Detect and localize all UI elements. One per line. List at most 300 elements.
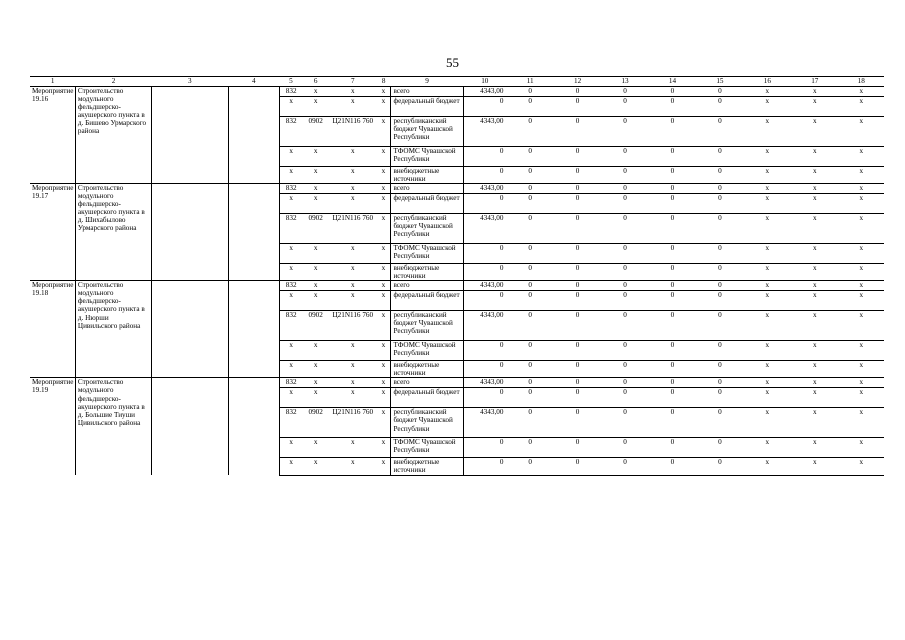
column-11-cell: 0 <box>506 291 553 311</box>
column-11-cell: 0 <box>506 214 553 244</box>
column-6-cell: x <box>302 388 329 408</box>
column-5-cell: x <box>280 291 303 311</box>
column-14-cell: 0 <box>649 117 696 147</box>
column-8-cell: x <box>377 311 391 341</box>
column-12-cell: 0 <box>554 438 601 458</box>
column-7-cell: Ц21N116 760 <box>329 311 376 341</box>
column-12-cell: 0 <box>554 291 601 311</box>
column-17-cell: x <box>791 361 838 378</box>
column-5-cell: 832 <box>280 378 303 388</box>
column-15-cell: 0 <box>696 458 743 475</box>
column-7-cell: x <box>329 167 376 184</box>
column-15-cell: 0 <box>696 214 743 244</box>
column-12-cell: 0 <box>554 184 601 194</box>
funding-source-cell: ТФОМС Чувашской Республики <box>391 147 463 167</box>
column-12-cell: 0 <box>554 97 601 117</box>
column-13-cell: 0 <box>601 291 648 311</box>
column-12-cell: 0 <box>554 117 601 147</box>
column-13-cell: 0 <box>601 438 648 458</box>
column-17-cell: x <box>791 438 838 458</box>
column-15-cell: 0 <box>696 264 743 281</box>
column-16-cell: x <box>744 167 791 184</box>
column-number-9: 9 <box>391 77 463 87</box>
column-5-cell: x <box>280 458 303 475</box>
column-17-cell: x <box>791 378 838 388</box>
column-5-cell: 832 <box>280 281 303 291</box>
column-7-cell: x <box>329 184 376 194</box>
column-10-cell: 0 <box>463 361 506 378</box>
column-3-empty-cell <box>152 281 228 378</box>
column-11-cell: 0 <box>506 87 553 97</box>
column-15-cell: 0 <box>696 378 743 388</box>
column-number-2: 2 <box>75 77 151 87</box>
column-11-cell: 0 <box>506 244 553 264</box>
column-10-cell: 4343,00 <box>463 281 506 291</box>
column-14-cell: 0 <box>649 264 696 281</box>
column-number-1: 1 <box>30 77 75 87</box>
column-11-cell: 0 <box>506 184 553 194</box>
column-13-cell: 0 <box>601 361 648 378</box>
column-8-cell: x <box>377 388 391 408</box>
column-18-cell: x <box>839 167 885 184</box>
column-11-cell: 0 <box>506 167 553 184</box>
column-8-cell: x <box>377 97 391 117</box>
funding-source-cell: республиканский бюджет Чувашской Республики <box>391 214 463 244</box>
column-5-cell: x <box>280 388 303 408</box>
column-14-cell: 0 <box>649 311 696 341</box>
column-15-cell: 0 <box>696 87 743 97</box>
column-11-cell: 0 <box>506 311 553 341</box>
column-17-cell: x <box>791 97 838 117</box>
table-row <box>30 378 884 388</box>
column-14-cell: 0 <box>649 361 696 378</box>
column-8-cell: x <box>377 244 391 264</box>
column-17-cell: x <box>791 458 838 475</box>
column-number-3: 3 <box>152 77 228 87</box>
column-17-cell: x <box>791 184 838 194</box>
column-7-cell: x <box>329 438 376 458</box>
column-18-cell: x <box>839 361 885 378</box>
column-6-cell: 0902 <box>302 408 329 438</box>
column-number-5: 5 <box>280 77 303 87</box>
column-11-cell: 0 <box>506 361 553 378</box>
column-16-cell: x <box>744 311 791 341</box>
column-number-15: 15 <box>696 77 743 87</box>
column-16-cell: x <box>744 117 791 147</box>
column-18-cell: x <box>839 458 885 475</box>
column-6-cell: x <box>302 281 329 291</box>
column-12-cell: 0 <box>554 361 601 378</box>
column-10-cell: 0 <box>463 97 506 117</box>
column-15-cell: 0 <box>696 281 743 291</box>
column-18-cell: x <box>839 244 885 264</box>
column-17-cell: x <box>791 117 838 147</box>
column-18-cell: x <box>839 214 885 244</box>
funding-source-cell: федеральный бюджет <box>391 388 463 408</box>
column-15-cell: 0 <box>696 167 743 184</box>
column-14-cell: 0 <box>649 281 696 291</box>
column-6-cell: x <box>302 361 329 378</box>
column-8-cell: x <box>377 194 391 214</box>
funding-source-cell: ТФОМС Чувашской Республики <box>391 438 463 458</box>
column-17-cell: x <box>791 244 838 264</box>
column-3-empty-cell <box>152 378 228 475</box>
column-14-cell: 0 <box>649 291 696 311</box>
column-number-16: 16 <box>744 77 791 87</box>
column-10-cell: 0 <box>463 147 506 167</box>
column-18-cell: x <box>839 378 885 388</box>
measure-label: Мероприятие 19.17 <box>30 184 75 281</box>
funding-source-cell: внебюджетные источники <box>391 361 463 378</box>
column-6-cell: x <box>302 378 329 388</box>
column-12-cell: 0 <box>554 311 601 341</box>
column-number-11: 11 <box>506 77 553 87</box>
column-11-cell: 0 <box>506 97 553 117</box>
column-10-cell: 0 <box>463 167 506 184</box>
column-12-cell: 0 <box>554 378 601 388</box>
column-10-cell: 4343,00 <box>463 408 506 438</box>
funding-source-cell: федеральный бюджет <box>391 194 463 214</box>
column-6-cell: x <box>302 87 329 97</box>
column-14-cell: 0 <box>649 341 696 361</box>
column-16-cell: x <box>744 291 791 311</box>
column-10-cell: 0 <box>463 194 506 214</box>
column-8-cell: x <box>377 291 391 311</box>
column-8-cell: x <box>377 341 391 361</box>
column-18-cell: x <box>839 438 885 458</box>
column-11-cell: 0 <box>506 408 553 438</box>
column-10-cell: 0 <box>463 244 506 264</box>
column-13-cell: 0 <box>601 97 648 117</box>
column-13-cell: 0 <box>601 167 648 184</box>
column-number-4: 4 <box>228 77 280 87</box>
column-5-cell: x <box>280 167 303 184</box>
column-7-cell: Ц21N116 760 <box>329 408 376 438</box>
column-15-cell: 0 <box>696 97 743 117</box>
column-18-cell: x <box>839 87 885 97</box>
column-11-cell: 0 <box>506 194 553 214</box>
column-11-cell: 0 <box>506 438 553 458</box>
column-17-cell: x <box>791 281 838 291</box>
column-13-cell: 0 <box>601 281 648 291</box>
column-18-cell: x <box>839 194 885 214</box>
column-10-cell: 0 <box>463 388 506 408</box>
column-18-cell: x <box>839 341 885 361</box>
column-7-cell: x <box>329 341 376 361</box>
column-18-cell: x <box>839 264 885 281</box>
column-6-cell: x <box>302 244 329 264</box>
column-5-cell: x <box>280 194 303 214</box>
column-16-cell: x <box>744 214 791 244</box>
column-11-cell: 0 <box>506 117 553 147</box>
column-16-cell: x <box>744 244 791 264</box>
column-13-cell: 0 <box>601 184 648 194</box>
column-8-cell: x <box>377 378 391 388</box>
column-13-cell: 0 <box>601 388 648 408</box>
funding-source-cell: республиканский бюджет Чувашской Республики <box>391 311 463 341</box>
column-5-cell: 832 <box>280 117 303 147</box>
column-15-cell: 0 <box>696 117 743 147</box>
column-15-cell: 0 <box>696 291 743 311</box>
column-16-cell: x <box>744 264 791 281</box>
measure-label: Мероприятие 19.16 <box>30 87 75 184</box>
column-14-cell: 0 <box>649 388 696 408</box>
column-16-cell: x <box>744 408 791 438</box>
column-18-cell: x <box>839 97 885 117</box>
column-8-cell: x <box>377 147 391 167</box>
column-10-cell: 0 <box>463 438 506 458</box>
column-14-cell: 0 <box>649 214 696 244</box>
column-10-cell: 0 <box>463 264 506 281</box>
column-6-cell: x <box>302 438 329 458</box>
column-12-cell: 0 <box>554 87 601 97</box>
column-14-cell: 0 <box>649 87 696 97</box>
column-6-cell: x <box>302 167 329 184</box>
funding-source-cell: всего <box>391 87 463 97</box>
column-16-cell: x <box>744 458 791 475</box>
column-6-cell: 0902 <box>302 117 329 147</box>
column-10-cell: 4343,00 <box>463 311 506 341</box>
funding-source-cell: внебюджетные источники <box>391 167 463 184</box>
column-7-cell: x <box>329 361 376 378</box>
funding-source-cell: всего <box>391 184 463 194</box>
column-6-cell: x <box>302 184 329 194</box>
column-15-cell: 0 <box>696 184 743 194</box>
column-number-17: 17 <box>791 77 838 87</box>
table-body <box>30 87 884 476</box>
column-7-cell: x <box>329 264 376 281</box>
column-6-cell: x <box>302 147 329 167</box>
column-12-cell: 0 <box>554 214 601 244</box>
funding-source-cell: республиканский бюджет Чувашской Республики <box>391 408 463 438</box>
column-18-cell: x <box>839 147 885 167</box>
column-8-cell: x <box>377 214 391 244</box>
column-10-cell: 4343,00 <box>463 117 506 147</box>
column-15-cell: 0 <box>696 388 743 408</box>
column-18-cell: x <box>839 408 885 438</box>
column-18-cell: x <box>839 388 885 408</box>
column-13-cell: 0 <box>601 408 648 438</box>
column-16-cell: x <box>744 281 791 291</box>
funding-source-cell: республиканский бюджет Чувашской Республики <box>391 117 463 147</box>
column-13-cell: 0 <box>601 311 648 341</box>
column-11-cell: 0 <box>506 264 553 281</box>
column-5-cell: 832 <box>280 311 303 341</box>
column-15-cell: 0 <box>696 194 743 214</box>
table-row <box>30 281 884 291</box>
column-16-cell: x <box>744 341 791 361</box>
column-13-cell: 0 <box>601 341 648 361</box>
column-5-cell: x <box>280 264 303 281</box>
column-11-cell: 0 <box>506 147 553 167</box>
column-16-cell: x <box>744 147 791 167</box>
funding-source-cell: федеральный бюджет <box>391 97 463 117</box>
column-18-cell: x <box>839 291 885 311</box>
column-13-cell: 0 <box>601 117 648 147</box>
column-5-cell: x <box>280 341 303 361</box>
column-11-cell: 0 <box>506 388 553 408</box>
column-5-cell: x <box>280 97 303 117</box>
column-13-cell: 0 <box>601 214 648 244</box>
column-7-cell: x <box>329 87 376 97</box>
column-numbers-header <box>30 77 884 87</box>
funding-source-cell: внебюджетные источники <box>391 458 463 475</box>
column-18-cell: x <box>839 281 885 291</box>
column-8-cell: x <box>377 117 391 147</box>
column-6-cell: x <box>302 341 329 361</box>
column-7-cell: x <box>329 147 376 167</box>
column-8-cell: x <box>377 184 391 194</box>
column-14-cell: 0 <box>649 408 696 438</box>
column-15-cell: 0 <box>696 147 743 167</box>
column-17-cell: x <box>791 147 838 167</box>
column-14-cell: 0 <box>649 97 696 117</box>
column-16-cell: x <box>744 87 791 97</box>
column-15-cell: 0 <box>696 244 743 264</box>
column-16-cell: x <box>744 194 791 214</box>
column-number-14: 14 <box>649 77 696 87</box>
measure-title: Строительство модульного фельдшерско-акушерского пункта в д. Шихабылово Урмарского района <box>75 184 151 281</box>
column-number-18: 18 <box>839 77 885 87</box>
measure-label: Мероприятие 19.19 <box>30 378 75 475</box>
column-5-cell: 832 <box>280 408 303 438</box>
column-17-cell: x <box>791 87 838 97</box>
column-7-cell: x <box>329 281 376 291</box>
column-number-10: 10 <box>463 77 506 87</box>
column-14-cell: 0 <box>649 147 696 167</box>
column-16-cell: x <box>744 184 791 194</box>
measure-title: Строительство модульного фельдшерско-акушерского пункта в д. Бишево Урмарского района <box>75 87 151 184</box>
column-number-8: 8 <box>377 77 391 87</box>
funding-source-cell: всего <box>391 378 463 388</box>
funding-source-cell: ТФОМС Чувашской Республики <box>391 341 463 361</box>
column-7-cell: x <box>329 194 376 214</box>
column-7-cell: x <box>329 388 376 408</box>
column-12-cell: 0 <box>554 341 601 361</box>
column-13-cell: 0 <box>601 244 648 264</box>
column-17-cell: x <box>791 291 838 311</box>
funding-source-cell: федеральный бюджет <box>391 291 463 311</box>
column-12-cell: 0 <box>554 147 601 167</box>
column-number-12: 12 <box>554 77 601 87</box>
measure-title: Строительство модульного фельдшерско-акушерского пункта в д. Большие Тиуши Цивильского района <box>75 378 151 475</box>
column-14-cell: 0 <box>649 458 696 475</box>
column-5-cell: 832 <box>280 184 303 194</box>
column-7-cell: x <box>329 291 376 311</box>
column-13-cell: 0 <box>601 458 648 475</box>
column-14-cell: 0 <box>649 438 696 458</box>
funding-source-cell: внебюджетные источники <box>391 264 463 281</box>
column-5-cell: x <box>280 147 303 167</box>
column-17-cell: x <box>791 311 838 341</box>
column-number-6: 6 <box>302 77 329 87</box>
column-17-cell: x <box>791 167 838 184</box>
column-11-cell: 0 <box>506 378 553 388</box>
column-10-cell: 0 <box>463 291 506 311</box>
column-12-cell: 0 <box>554 194 601 214</box>
column-17-cell: x <box>791 408 838 438</box>
funding-source-cell: всего <box>391 281 463 291</box>
column-10-cell: 4343,00 <box>463 184 506 194</box>
column-13-cell: 0 <box>601 147 648 167</box>
column-17-cell: x <box>791 341 838 361</box>
column-10-cell: 4343,00 <box>463 87 506 97</box>
column-8-cell: x <box>377 361 391 378</box>
column-10-cell: 0 <box>463 341 506 361</box>
column-12-cell: 0 <box>554 408 601 438</box>
column-6-cell: x <box>302 194 329 214</box>
column-number-7: 7 <box>329 77 376 87</box>
column-11-cell: 0 <box>506 458 553 475</box>
column-11-cell: 0 <box>506 281 553 291</box>
column-3-empty-cell <box>152 87 228 184</box>
column-8-cell: x <box>377 87 391 97</box>
column-8-cell: x <box>377 264 391 281</box>
column-7-cell: Ц21N116 760 <box>329 214 376 244</box>
column-18-cell: x <box>839 117 885 147</box>
column-number-13: 13 <box>601 77 648 87</box>
column-16-cell: x <box>744 361 791 378</box>
column-15-cell: 0 <box>696 311 743 341</box>
column-13-cell: 0 <box>601 378 648 388</box>
column-17-cell: x <box>791 194 838 214</box>
column-12-cell: 0 <box>554 244 601 264</box>
column-16-cell: x <box>744 388 791 408</box>
column-6-cell: x <box>302 458 329 475</box>
column-5-cell: 832 <box>280 214 303 244</box>
column-13-cell: 0 <box>601 264 648 281</box>
column-15-cell: 0 <box>696 361 743 378</box>
column-8-cell: x <box>377 167 391 184</box>
measure-label: Мероприятие 19.18 <box>30 281 75 378</box>
column-8-cell: x <box>377 438 391 458</box>
measure-title: Строительство модульного фельдшерско-акушерского пункта в д. Нюрши Цивильского района <box>75 281 151 378</box>
column-10-cell: 0 <box>463 458 506 475</box>
column-14-cell: 0 <box>649 378 696 388</box>
column-15-cell: 0 <box>696 341 743 361</box>
column-13-cell: 0 <box>601 87 648 97</box>
column-6-cell: 0902 <box>302 311 329 341</box>
column-5-cell: x <box>280 244 303 264</box>
page-number: 55 <box>446 55 459 70</box>
column-13-cell: 0 <box>601 194 648 214</box>
column-11-cell: 0 <box>506 341 553 361</box>
column-14-cell: 0 <box>649 184 696 194</box>
column-4-empty-cell <box>228 281 280 378</box>
column-6-cell: x <box>302 264 329 281</box>
column-12-cell: 0 <box>554 264 601 281</box>
column-6-cell: x <box>302 291 329 311</box>
column-12-cell: 0 <box>554 458 601 475</box>
column-12-cell: 0 <box>554 281 601 291</box>
column-17-cell: x <box>791 388 838 408</box>
funding-source-cell: ТФОМС Чувашской Республики <box>391 244 463 264</box>
column-5-cell: x <box>280 438 303 458</box>
column-7-cell: x <box>329 458 376 475</box>
table-row <box>30 87 884 97</box>
column-10-cell: 4343,00 <box>463 378 506 388</box>
column-3-empty-cell <box>152 184 228 281</box>
column-10-cell: 4343,00 <box>463 214 506 244</box>
column-8-cell: x <box>377 458 391 475</box>
column-14-cell: 0 <box>649 167 696 184</box>
column-5-cell: 832 <box>280 87 303 97</box>
table-row <box>30 184 884 194</box>
column-18-cell: x <box>839 311 885 341</box>
column-15-cell: 0 <box>696 438 743 458</box>
column-4-empty-cell <box>228 184 280 281</box>
column-4-empty-cell <box>228 378 280 475</box>
